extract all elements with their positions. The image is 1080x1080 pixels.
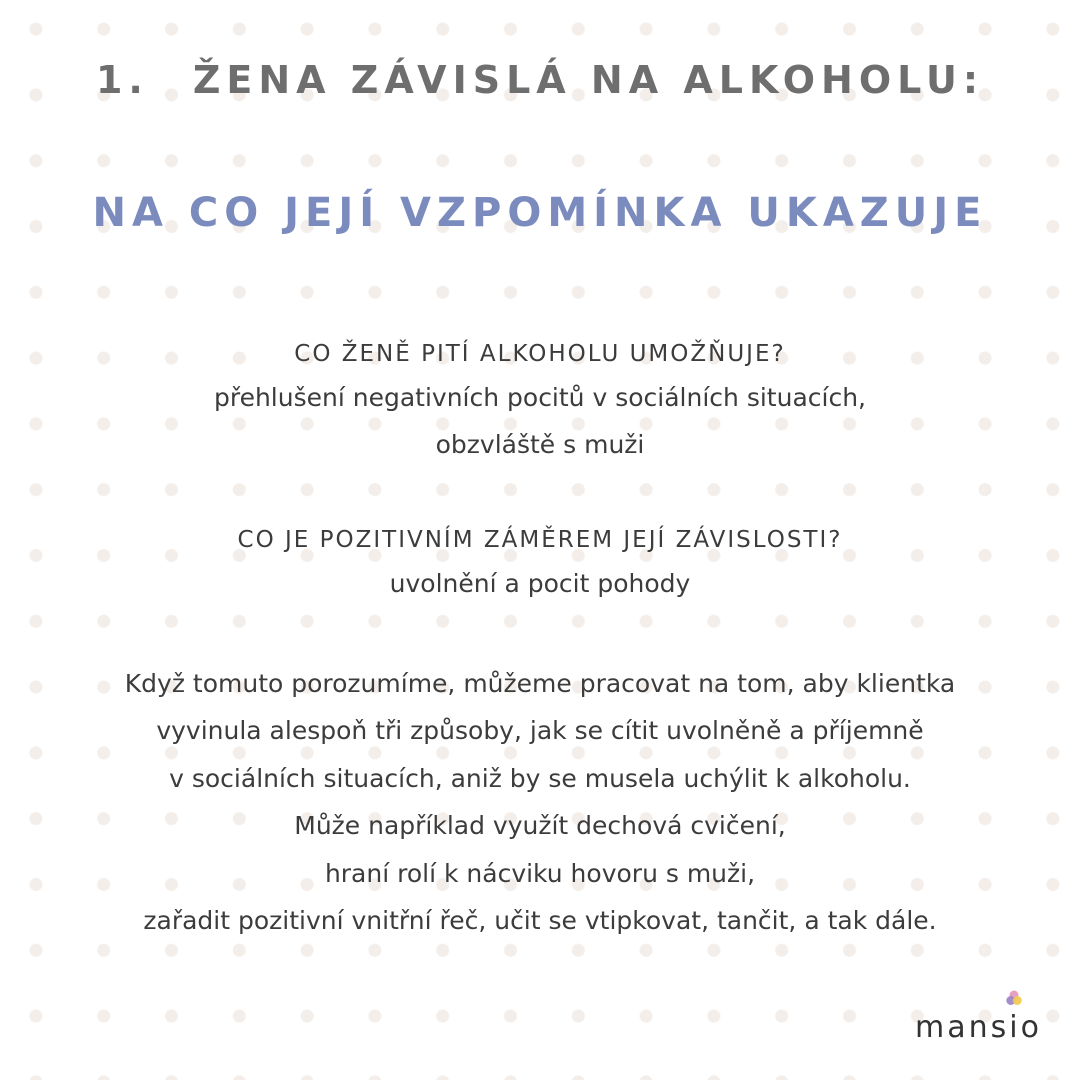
body-line-6: zařadit pozitivní vnitřní řeč, učit se vtipkovat, tančit, a tak dále. (143, 906, 937, 936)
body-line-1: Když tomuto porozumíme, můžeme pracovat na tom, aby klientka (124, 669, 956, 698)
qa-section-1 (0, 334, 1080, 468)
body-line-2: vyvinula alespoň tři způsoby, jak se cítit uvolněně a příjemně (156, 716, 924, 746)
page-subtitle: NA CO JEJÍ VZPOMÍNKA UKAZUJE (92, 190, 988, 236)
qa-section-2 (0, 520, 1080, 607)
flower-logo-icon (1006, 990, 1022, 1006)
question-1: CO ŽENĚ PITÍ ALKOHOLU UMOŽŇUJE? (294, 341, 786, 367)
body-line-5: hraní rolí k nácviku hovoru s muži, (324, 858, 756, 888)
answer-2-line-1: uvolnění a pocit pohody (389, 569, 691, 598)
page-title (0, 58, 1080, 102)
title-text: ŽENA ZÁVISLÁ NA ALKOHOLU: (192, 58, 985, 102)
logo-petal-yellow (1013, 996, 1022, 1005)
title-number: 1. (95, 58, 149, 102)
brand-name: mansio (915, 1010, 1042, 1045)
answer-1-line-2: obzvláště s muži (435, 430, 645, 459)
answer-1-line-1: přehlušení negativních pocitů v sociálních situacích, (213, 383, 866, 412)
brand-logo (892, 998, 1042, 1046)
body-line-3: v sociálních situacích, aniž by se musela uchýlit k alkoholu. (169, 763, 911, 793)
question-2: CO JE POZITIVNÍM ZÁMĚREM JEJÍ ZÁVISLOSTI? (237, 527, 843, 553)
body-line-4: Může například využít dechová cvičení, (294, 811, 786, 841)
body-paragraph (0, 660, 1080, 944)
